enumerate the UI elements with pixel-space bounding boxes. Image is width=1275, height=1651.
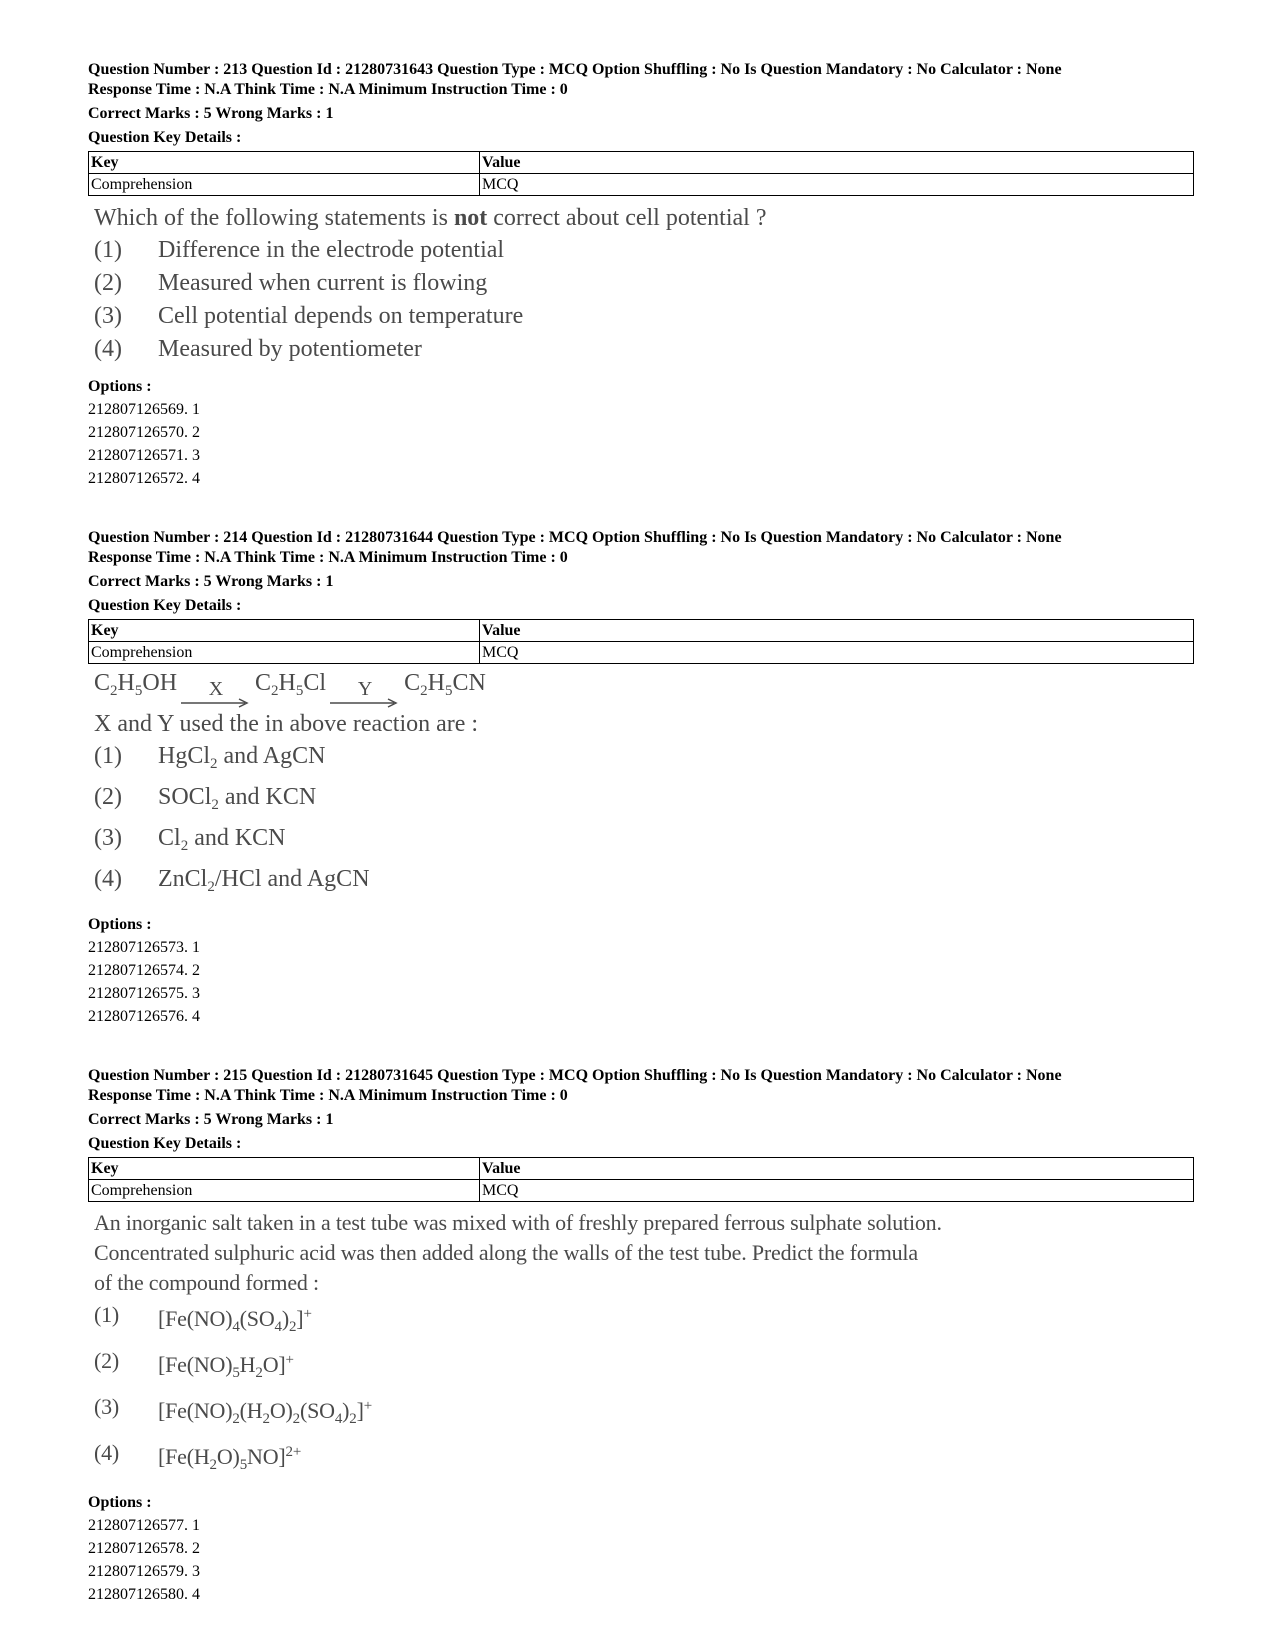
question-meta [88, 60, 1198, 100]
option-id: 212807126576. 4 [88, 1008, 200, 1025]
key-details-table [88, 1157, 1194, 1202]
choice [94, 300, 1198, 333]
question-body [94, 202, 1198, 366]
key-details-table [88, 619, 1194, 664]
product: $C_2H_5CN$ [404, 670, 486, 699]
question-stem [94, 202, 1198, 234]
choice-text: $Cl_2$ and KCN [158, 825, 286, 854]
key-details-label: Question Key Details : [88, 1135, 242, 1152]
option-id: 212807126571. 3 [88, 447, 200, 464]
choice [94, 333, 1198, 366]
option-id: 212807126569. 1 [88, 401, 200, 418]
question-stem-line: An inorganic salt taken in a test tube was mixed with of freshly prepared ferrous sulphate solution. [94, 1210, 942, 1235]
arrow-icon [181, 698, 251, 708]
choice-text: Difference in the electrode potential [158, 237, 505, 263]
intermediate: $C_2H_5Cl$ [255, 670, 327, 699]
options-label: Options : [88, 916, 152, 933]
choice-text: HgCl$_2$ and AgCN [158, 743, 326, 772]
key-details-table [88, 151, 1194, 196]
choice-number: (3) [94, 303, 122, 329]
key-header: Key [89, 1158, 480, 1180]
choice [94, 1298, 1198, 1344]
choice-text: Measured by potentiometer [158, 336, 422, 362]
choice [94, 234, 1198, 267]
choice-text: $[Fe(NO)_4(SO_4)_2]^+$ [158, 1306, 312, 1335]
choice-text: $[Fe(NO)_5H_2O]^+$ [158, 1352, 294, 1381]
choice [94, 267, 1198, 300]
choice [94, 1390, 1198, 1436]
stem-emphasis: not [453, 205, 488, 231]
choice-number: (2) [94, 270, 122, 296]
choice-text: Cell potential depends on temperature [158, 303, 524, 329]
reactant: $C_2H_5OH$ [94, 670, 178, 699]
option-id: 212807126575. 3 [88, 985, 200, 1002]
choice [94, 781, 1198, 822]
table-header-row [89, 620, 1194, 642]
options-label: Options : [88, 1494, 152, 1511]
table-row [89, 642, 1194, 664]
table-row [89, 1180, 1194, 1202]
option-id: 212807126579. 3 [88, 1563, 200, 1580]
choice-number: (1) [94, 237, 122, 263]
key-details-label: Question Key Details : [88, 129, 242, 146]
option-id: 212807126572. 4 [88, 470, 200, 487]
key-cell: Comprehension [89, 1180, 480, 1202]
table-row [89, 174, 1194, 196]
option-id: 212807126570. 2 [88, 424, 200, 441]
question-214 [88, 528, 1198, 1028]
value-header: Value [480, 1158, 1194, 1180]
choice-text: Measured when current is flowing [158, 270, 488, 296]
choice-number: (2) [94, 1348, 120, 1373]
key-header: Key [89, 152, 480, 174]
key-header: Key [89, 620, 480, 642]
choice-number: (4) [94, 336, 122, 362]
arrow-icon [330, 698, 400, 708]
choice [94, 822, 1198, 863]
choice-number: (3) [94, 825, 122, 851]
options-label: Options : [88, 378, 152, 395]
marks: Correct Marks : 5 Wrong Marks : 1 [88, 105, 334, 122]
choice-number: (2) [94, 784, 122, 810]
choice-number: (4) [94, 866, 122, 892]
choice-number: (1) [94, 743, 122, 769]
marks: Correct Marks : 5 Wrong Marks : 1 [88, 1111, 334, 1128]
stem-part: correct about cell potential ? [487, 205, 767, 231]
option-id: 212807126580. 4 [88, 1586, 200, 1603]
choice-text: ZnCl$_2$/HCl and AgCN [158, 866, 370, 895]
option-id: 212807126573. 1 [88, 939, 200, 956]
option-id: 212807126577. 1 [88, 1517, 200, 1534]
arrow-label-x: X [208, 678, 224, 700]
value-cell: MCQ [480, 1180, 1194, 1202]
question-215 [88, 1066, 1198, 1606]
choice-number: (3) [94, 1394, 120, 1419]
key-details-label: Question Key Details : [88, 597, 242, 614]
question-body [94, 670, 1198, 904]
key-cell: Comprehension [89, 174, 480, 196]
value-header: Value [480, 620, 1194, 642]
option-id: 212807126574. 2 [88, 962, 200, 979]
value-cell: MCQ [480, 642, 1194, 664]
stem-part: Which of the following statements is [94, 205, 454, 231]
meta-line-2: Response Time : N.A Think Time : N.A Minimum Instruction Time : 0 [88, 81, 568, 98]
value-cell: MCQ [480, 174, 1194, 196]
choice [94, 863, 1198, 904]
reaction-arrow-y [330, 680, 400, 708]
question-stem-line: Concentrated sulphuric acid was then added along the walls of the test tube. Predict the formula [94, 1240, 918, 1265]
meta-line-1: Question Number : 214 Question Id : 21280731644 Question Type : MCQ Option Shuffling : No Is Question Mandatory : No Calculator : None [88, 529, 1062, 546]
choice-number: (1) [94, 1302, 120, 1327]
question-meta [88, 1066, 1198, 1106]
meta-line-1: Question Number : 215 Question Id : 21280731645 Question Type : MCQ Option Shuffling : No Is Question Mandatory : No Calculator : None [88, 1067, 1062, 1084]
value-header: Value [480, 152, 1194, 174]
key-cell: Comprehension [89, 642, 480, 664]
arrow-label-y: Y [357, 678, 373, 700]
reaction-scheme [94, 670, 1198, 708]
choice [94, 740, 1198, 781]
question-body [94, 1208, 1198, 1482]
question-stem: X and Y used the in above reaction are : [94, 711, 479, 737]
table-header-row [89, 152, 1194, 174]
marks: Correct Marks : 5 Wrong Marks : 1 [88, 573, 334, 590]
choice-text: $[Fe(H_2O)_5NO]^{2+}$ [158, 1444, 302, 1473]
choice [94, 1436, 1198, 1482]
choice-text: SOCl$_2$ and KCN [158, 784, 317, 813]
question-213 [88, 60, 1198, 490]
meta-line-1: Question Number : 213 Question Id : 21280731643 Question Type : MCQ Option Shuffling : No Is Question Mandatory : No Calculator : None [88, 61, 1062, 78]
reaction-arrow-x [181, 680, 251, 708]
document-page [88, 60, 1198, 1644]
choice [94, 1344, 1198, 1390]
question-meta [88, 528, 1198, 568]
meta-line-2: Response Time : N.A Think Time : N.A Minimum Instruction Time : 0 [88, 1087, 568, 1104]
option-id: 212807126578. 2 [88, 1540, 200, 1557]
question-stem-line: of the compound formed : [94, 1270, 319, 1295]
choice-text: $[Fe(NO)_2(H_2O)_2(SO_4)_2]^+$ [158, 1398, 372, 1427]
table-header-row [89, 1158, 1194, 1180]
choice-number: (4) [94, 1440, 120, 1465]
meta-line-2: Response Time : N.A Think Time : N.A Minimum Instruction Time : 0 [88, 549, 568, 566]
